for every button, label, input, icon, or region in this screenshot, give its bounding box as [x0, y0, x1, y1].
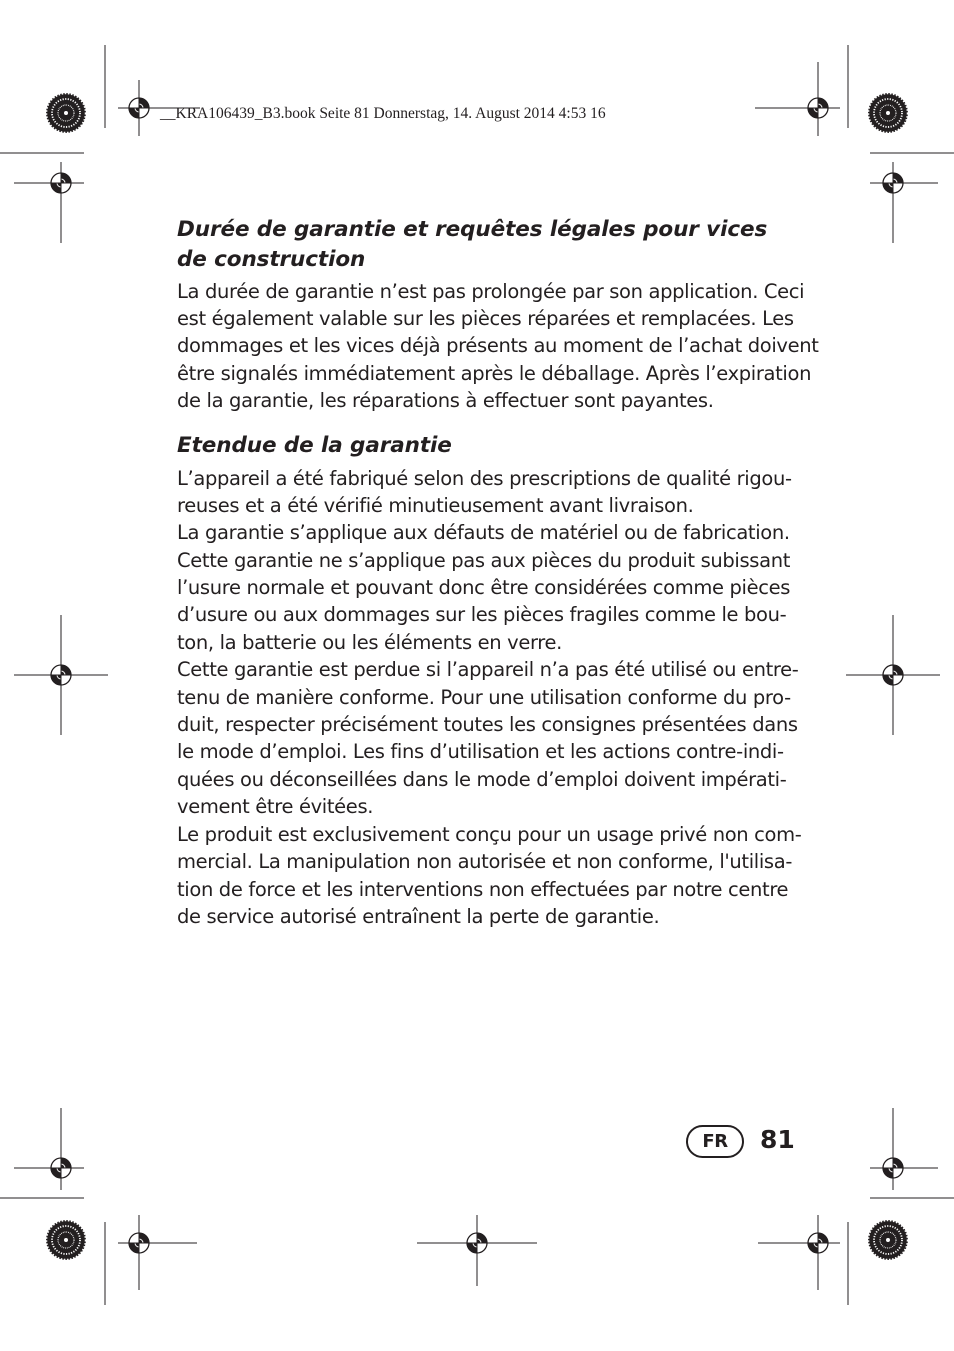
- paragraph-line: l’usure normale et pouvant donc être considérées comme pièces: [177, 576, 791, 599]
- paragraph-line: le mode d’emploi. Les fins d’utilisation et les actions contre-indi-: [177, 740, 784, 763]
- paragraph-line: tenu de manière conforme. Pour une utilisation conforme du pro-: [177, 686, 791, 709]
- language-badge: FR: [686, 1125, 744, 1158]
- paragraph-line: être signalés immédiatement après le déballage. Après l’expiration: [177, 362, 812, 385]
- section2-title: Etendue de la garantie: [177, 433, 452, 458]
- page-number: 81: [760, 1125, 795, 1154]
- star-target-top-right: [868, 93, 908, 133]
- paragraph-line: Cette garantie est perdue si l’appareil n’a pas été utilisé ou entre-: [177, 658, 799, 681]
- paragraph-line: La durée de garantie n’est pas prolongée par son application. Ceci: [177, 280, 805, 303]
- paragraph-line: vement être évitées.: [177, 795, 374, 818]
- paragraph-line: d’usure ou aux dommages sur les pièces fragiles comme le bou-: [177, 603, 787, 626]
- paragraph-line: tion de force et les interventions non effectuées par notre centre: [177, 878, 789, 901]
- paragraph-line: ton, la batterie ou les éléments en verre.: [177, 631, 563, 654]
- paragraph-line: Cette garantie ne s’applique pas aux pièces du produit subissant: [177, 549, 791, 572]
- print-file-header: __KRA106439_B3.book Seite 81 Donnerstag, 14. August 2014 4:53 16: [160, 105, 606, 122]
- paragraph-line: de service autorisé entraînent la perte de garantie.: [177, 905, 660, 928]
- star-target-bottom-left: [46, 1220, 86, 1260]
- section1-title-line-1: Durée de garantie et requêtes légales pour vices: [177, 217, 768, 242]
- paragraph-line: La garantie s’applique aux défauts de matériel ou de fabrication.: [177, 521, 790, 544]
- section1-title-line-2: de construction: [177, 247, 366, 272]
- star-target-top-left: [46, 93, 86, 133]
- paragraph-line: duit, respecter précisément toutes les consignes présentées dans: [177, 713, 798, 736]
- paragraph-line: de la garantie, les réparations à effectuer sont payantes.: [177, 389, 714, 412]
- paragraph-line: dommages et les vices déjà présents au moment de l’achat doivent: [177, 334, 819, 357]
- star-target-bottom-right: [868, 1220, 908, 1260]
- paragraph-line: L’appareil a été fabriqué selon des prescriptions de qualité rigou-: [177, 467, 792, 490]
- paragraph-line: quées ou déconseillées dans le mode d’emploi doivent impérati-: [177, 768, 787, 791]
- paragraph-line: reuses et a été vérifié minutieusement avant livraison.: [177, 494, 694, 517]
- paragraph-line: Le produit est exclusivement conçu pour un usage privé non com-: [177, 823, 802, 846]
- paragraph-line: est également valable sur les pièces réparées et remplacées. Les: [177, 307, 794, 330]
- paragraph-line: mercial. La manipulation non autorisée et non conforme, l'utilisa-: [177, 850, 793, 873]
